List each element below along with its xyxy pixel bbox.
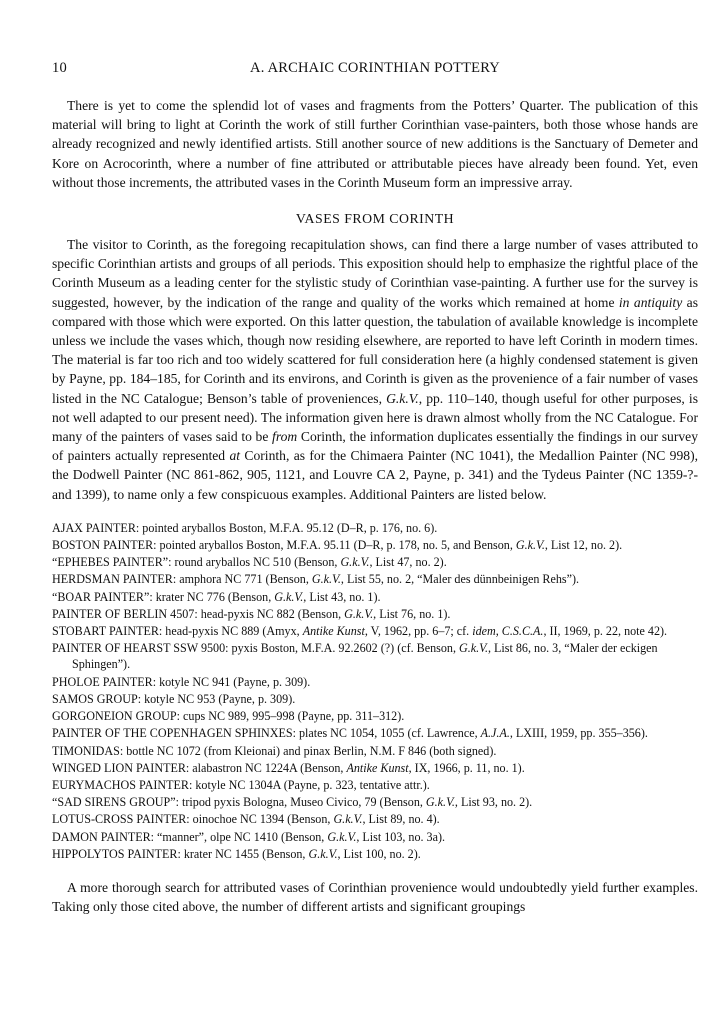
- text-run: as compared with those which were exported. On this latter question, the tabulation of available knowledge is incomplete unless we include the vases which, though now residing elsewhere, are reported to have left Corinth in modern times. The material is far too rich and too widely scattered for full consideration here (a highly condensed statement is given by Payne, pp. 184–185, for Corinth and its environs, and Corinth is given as the provenience of a fair number of vases listed in the NC Catalogue; Benson’s table of proveniences,: [52, 294, 698, 406]
- entry-text: : kotyle NC 1304A (Payne, p. 323, tentative attr.).: [188, 777, 430, 792]
- entry-text: : head-pyxis NC 882 (Benson,: [194, 606, 345, 621]
- painter-name: PHOLOE PAINTER: [52, 674, 153, 689]
- entry-text: , List 86, no. 3, “Maler der eckigen Sphingen”).: [72, 641, 658, 672]
- entry-italic: Antike Kunst: [346, 760, 409, 775]
- painter-name: SAMOS GROUP: [52, 691, 138, 706]
- painter-name: PAINTER OF HEARST SSW 9500: [52, 641, 226, 656]
- painter-entry: [52, 606, 698, 622]
- entry-italic: G.k.V.: [515, 538, 545, 553]
- entry-italic: G.k.V.: [425, 795, 455, 810]
- entry-text: : round aryballos NC 510 (Benson,: [168, 555, 341, 570]
- painter-entry: [52, 743, 698, 759]
- painter-list: [52, 520, 698, 862]
- entry-text: : “manner”, olpe NC 1410 (Benson,: [150, 829, 328, 844]
- page-header: [52, 60, 698, 80]
- intro-paragraph: There is yet to come the splendid lot of vases and fragments from the Potters’ Quarter. The publication of this material will bring to light at Corinth the work of still further Corinthian vase-painters, both those whose hands are already recognized and newly identified artists. Still another source of new additions is the Sanctuary of Demeter and Kore on Acrocorinth, where a number of fine attributed or attributable pieces have already been found. Yet, even without those increments, the attributed vases in the Corinth Museum form an impressive array.: [52, 98, 698, 190]
- entry-italic: A.J.A.: [480, 726, 510, 741]
- painter-entry: [52, 640, 698, 672]
- painter-entry: [52, 691, 698, 707]
- entry-text: : krater NC 776 (Benson,: [149, 589, 275, 604]
- entry-italic: G.k.V.: [311, 572, 341, 587]
- painter-name: LOTUS-CROSS PAINTER: [52, 812, 187, 827]
- entry-text: : pointed aryballos Boston, M.F.A. 95.12 (D–R, p. 176, no. 6).: [135, 520, 438, 535]
- entry-text: : kotyle NC 953 (Payne, p. 309).: [137, 691, 296, 706]
- painter-name: BOSTON PAINTER: [52, 538, 154, 553]
- painter-entry: [52, 571, 698, 587]
- italic-run: in antiquity: [618, 294, 683, 310]
- painter-name: “BOAR PAINTER”: [52, 589, 150, 604]
- page-number: 10: [52, 60, 67, 76]
- entry-text: , List 100, no. 2).: [337, 846, 421, 861]
- entry-text: , List 103, no. 3a).: [356, 829, 446, 844]
- italic-run: at: [229, 448, 241, 464]
- entry-text: , List 89, no. 4).: [362, 812, 440, 827]
- painter-name: STOBART PAINTER: [52, 624, 159, 639]
- entry-italic: G.k.V.: [308, 846, 338, 861]
- painter-entry: [52, 537, 698, 553]
- painter-name: DAMON PAINTER: [52, 829, 151, 844]
- entry-italic: G.k.V.: [333, 812, 363, 827]
- painter-entry: [52, 725, 698, 741]
- painter-name: WINGED LION PAINTER: [52, 760, 186, 775]
- painter-name: “SAD SIRENS GROUP”: [52, 795, 176, 810]
- painter-entry: [52, 589, 698, 605]
- entry-text: , LXIII, 1959, pp. 355–356).: [509, 726, 648, 741]
- text-run: , pp. 110–140, though useful for other purposes, is not well adapted to our present need). The information given here is drawn almost wholly from the NC Catalogue. For many of the painters of vases said to be: [52, 390, 698, 445]
- running-title: A. ARCHAIC CORINTHIAN POTTERY: [250, 60, 500, 76]
- closing-paragraph: A more thorough search for attributed vases of Corinthian provenience would undoubtedly yield further examples. Taking only those cited above, the number of different artists and significant groupings: [52, 879, 698, 915]
- entry-italic: idem, C.S.C.A.: [472, 624, 544, 639]
- text-run: Corinth, as for the Chimaera Painter (NC 1041), the Medallion Painter (NC 998), the Dodwell Painter (NC 861-862, 905, 1121, and Louvre CA 2, Payne, p. 341) and the Tydeus Painter (NC 1359-?- and 1399), to name only a few conspicuous examples. Additional Painters are listed below.: [52, 448, 699, 502]
- painter-name: PAINTER OF BERLIN 4507: [52, 606, 195, 621]
- painter-entry: [52, 794, 698, 810]
- painter-name: GORGONEION GROUP: [52, 709, 177, 724]
- painter-name: AJAX PAINTER: [52, 520, 136, 535]
- entry-text: , V, 1962, pp. 6–7; cf.: [364, 624, 473, 639]
- painter-entry: [52, 554, 698, 570]
- section-paragraph: [52, 235, 698, 504]
- entry-text: , IX, 1966, p. 11, no. 1).: [408, 760, 525, 775]
- entry-text: : tripod pyxis Bologna, Museo Civico, 79 (Benson,: [175, 795, 426, 810]
- entry-italic: G.k.V.: [274, 589, 304, 604]
- entry-text: , II, 1969, p. 22, note 42).: [543, 624, 668, 639]
- entry-text: : amphora NC 771 (Benson,: [172, 572, 312, 587]
- painter-name: HIPPOLYTOS PAINTER: [52, 846, 178, 861]
- page: [52, 60, 698, 916]
- painter-entry: [52, 623, 698, 639]
- entry-text: : plates NC 1054, 1055 (cf. Lawrence,: [292, 726, 481, 741]
- entry-italic: G.k.V.: [459, 641, 488, 656]
- entry-text: : oinochoe NC 1394 (Benson,: [186, 812, 334, 827]
- entry-italic: G.k.V.: [340, 555, 370, 570]
- text-run: The visitor to Corinth, as the foregoing recapitulation shows, can find there a large number of vases attributed to specific Corinthian artists and groups of all periods. This exposition should help to emphasize the rightful place of the Corinth Museum as a leading center for the stylistic study of Corinthian vase-painting. A further use for the survey is suggested, however, by the indication of the range and quality of the works which remained at home: [52, 237, 698, 310]
- entry-text: : head-pyxis NC 889 (Amyx,: [158, 624, 303, 639]
- painter-name: PAINTER OF THE COPENHAGEN SPHINXES: [52, 726, 293, 741]
- painter-name: TIMONIDAS: [52, 743, 120, 758]
- entry-text: : cups NC 989, 995–998 (Payne, pp. 311–312).: [176, 709, 405, 724]
- painter-name: “EPHEBES PAINTER”: [52, 555, 169, 570]
- entry-text: , List 93, no. 2).: [454, 795, 533, 810]
- entry-text: : alabastron NC 1224A (Benson,: [185, 760, 347, 775]
- painter-name: EURYMACHOS PAINTER: [52, 777, 189, 792]
- painter-entry: [52, 760, 698, 776]
- italic-run: from: [272, 429, 298, 445]
- painter-entry: [52, 829, 698, 845]
- painter-entry: [52, 674, 698, 690]
- painter-name: HERDSMAN PAINTER: [52, 572, 173, 587]
- painter-entry: [52, 520, 698, 536]
- entry-italic: G.k.V.: [344, 606, 374, 621]
- entry-text: : pyxis Boston, M.F.A. 92.2602 (?) (cf. Benson,: [225, 641, 459, 656]
- entry-text: , List 12, no. 2).: [544, 538, 623, 553]
- painter-entry: [52, 708, 698, 724]
- entry-text: , List 76, no. 1).: [373, 606, 451, 621]
- entry-text: , List 55, no. 2, “Maler des dünnbeinigen Rehs”).: [340, 572, 580, 587]
- section-heading: VASES FROM CORINTH: [295, 211, 455, 227]
- painter-entry: [52, 811, 698, 827]
- entry-text: : bottle NC 1072 (from Kleionai) and pinax Berlin, N.M. F 846 (both signed).: [119, 743, 497, 758]
- entry-text: , List 47, no. 2).: [369, 555, 447, 570]
- entry-text: : krater NC 1455 (Benson,: [177, 846, 309, 861]
- entry-italic: Antike Kunst: [302, 624, 365, 639]
- painter-entry: [52, 777, 698, 793]
- painter-entry: [52, 846, 698, 862]
- entry-text: : pointed aryballos Boston, M.F.A. 95.11 (D–R, p. 178, no. 5, and Benson,: [153, 538, 516, 553]
- italic-run: G.k.V.: [386, 390, 419, 406]
- entry-text: , List 43, no. 1).: [303, 589, 381, 604]
- entry-italic: G.k.V.: [327, 829, 357, 844]
- text-run: Corinth, the information duplicates essentially the findings in our survey of painters actually represented: [52, 429, 698, 464]
- entry-text: : kotyle NC 941 (Payne, p. 309).: [152, 674, 311, 689]
